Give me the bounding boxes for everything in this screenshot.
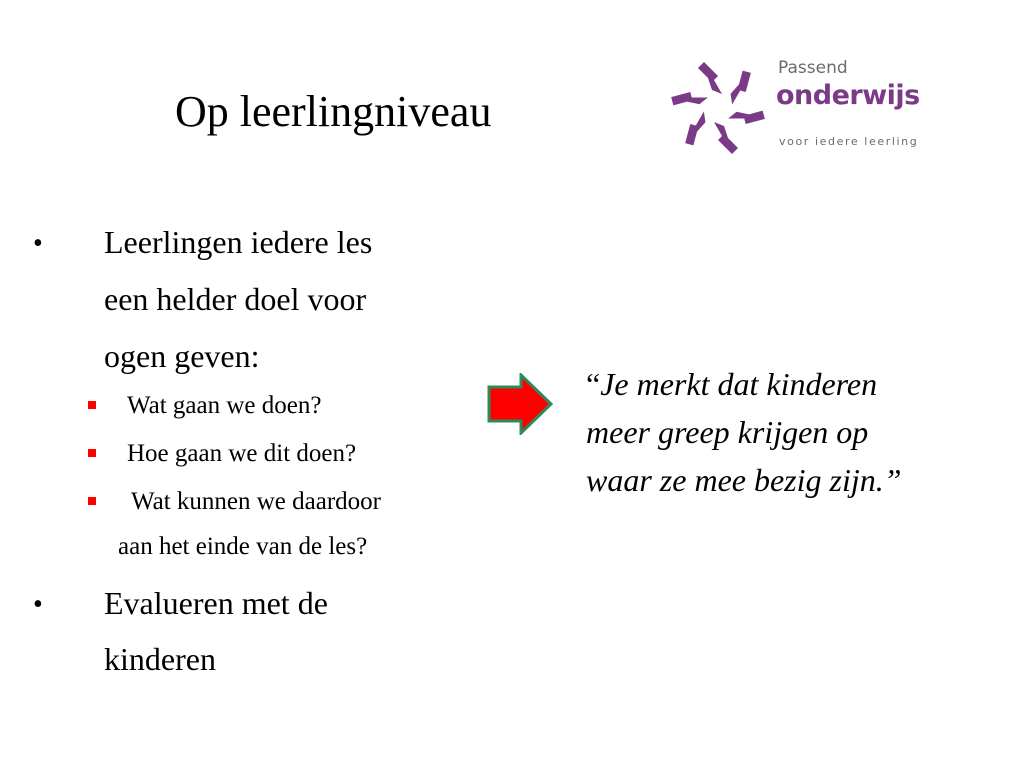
quote-open-mark: “	[586, 366, 601, 402]
sub-bullet-3-line-1: Wat kunnen we daardoor	[131, 488, 381, 515]
logo-text-passend: Passend	[778, 58, 848, 78]
quote-line-3: waar ze mee bezig zijn.”	[586, 462, 902, 498]
logo-tagline: voor iedere leerling	[779, 135, 919, 148]
bullet-1-line-1: Leerlingen iedere les	[104, 224, 373, 260]
logo-text-onderwijs: onderwijs	[776, 80, 920, 111]
quote-line-2: meer greep krijgen op	[586, 414, 869, 450]
sub-bullet-square	[88, 401, 96, 409]
sub-bullet-square	[88, 497, 96, 505]
quote-line-1	[586, 360, 1006, 408]
bullet-marker: •	[33, 228, 43, 259]
logo-pinwheel-icon	[664, 54, 772, 162]
right-arrow-icon	[487, 373, 555, 435]
sub-bullet-1-text: Wat gaan we doen?	[127, 392, 322, 419]
bullet-2-line-1: Evalueren met de	[104, 585, 328, 621]
quote-block	[586, 360, 1006, 504]
bullet-1-line-2: een helder doel voor	[104, 281, 367, 317]
passend-onderwijs-logo	[664, 54, 934, 166]
sub-bullet-2-text: Hoe gaan we dit doen?	[127, 440, 357, 467]
bullet-1-line-3: ogen geven:	[104, 338, 260, 374]
sub-bullet-square	[88, 449, 96, 457]
sub-bullet-3-line-2: aan het einde van de les?	[118, 533, 368, 560]
bullet-marker: •	[33, 589, 43, 620]
slide-title: Op leerlingniveau	[175, 87, 492, 136]
quote-line-1-text: Je merkt dat kinderen	[600, 366, 878, 402]
bullet-2-line-2: kinderen	[104, 641, 216, 677]
